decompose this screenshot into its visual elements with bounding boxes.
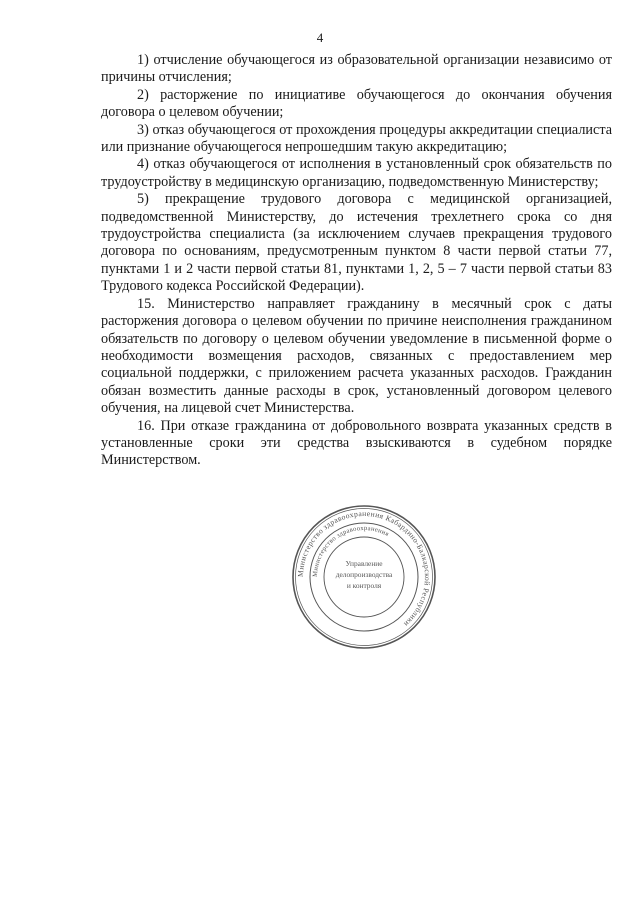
paragraph-16: 16. При отказе гражданина от добровольного возврата указанных средств в установленные сроки эти средства взыскиваются в судебном порядке Министерством. (101, 417, 612, 469)
paragraph-item-3: 3) отказ обучающегося от прохождения процедуры аккредитации специалиста или признание обучающегося непрошедшим такую аккредитацию; (101, 121, 612, 156)
seal-inner-text-path: Министерство здравоохранения (311, 524, 391, 578)
seal-outer-text-path: Министерство здравоохранения Кабардино-Балкарской Республики (295, 508, 433, 629)
paragraph-item-5: 5) прекращение трудового договора с медицинской организацией, подведомственной Министерству, до истечения трехлетнего срока со дня трудоустройства специалиста (за исключением случаев прекращения трудового договора по основаниям, предусмотренным пунктом 8 части первой статьи 77, пунктами 1 и 2 части первой статьи 81, пунктами 1, 2, 5 – 7 части первой статьи 83 Трудового кодекса Российской Федерации). (101, 191, 612, 295)
seal-center-line-1: Управление (345, 559, 383, 568)
paragraph-item-4: 4) отказ обучающегося от исполнения в установленный срок обязательств по трудоустройству в медицинскую организацию, подведомственную Министерству; (101, 156, 612, 190)
paragraph-item-2: 2) расторжение по инициативе обучающегося до окончания обучения договора о целевом обучении; (101, 86, 612, 121)
paragraph-15: 15. Министерство направляет гражданину в месячный срок с даты расторжения договора о целевом обучении по причине неисполнения гражданином обязательств по договору о целевом обучении уведомление в письменной форме о необходимости возмещения расходов, связанных с предоставлением мер социальной поддержки, с приложением расчета указанных расходов. Гражданин обязан возместить данные расходы в срок, установленный договором целевого обучения, на лицевой счет Министерства. (101, 295, 612, 417)
seal-center-line-2: делопроизводства (335, 570, 393, 579)
seal-center-line-3: и контроля (346, 581, 382, 590)
page-number: 4 (316, 30, 324, 45)
paragraph-item-1: 1) отчисление обучающегося из образовательной организации независимо от причины отчисления; (101, 52, 612, 86)
official-seal (290, 503, 438, 651)
document-body (101, 52, 612, 470)
